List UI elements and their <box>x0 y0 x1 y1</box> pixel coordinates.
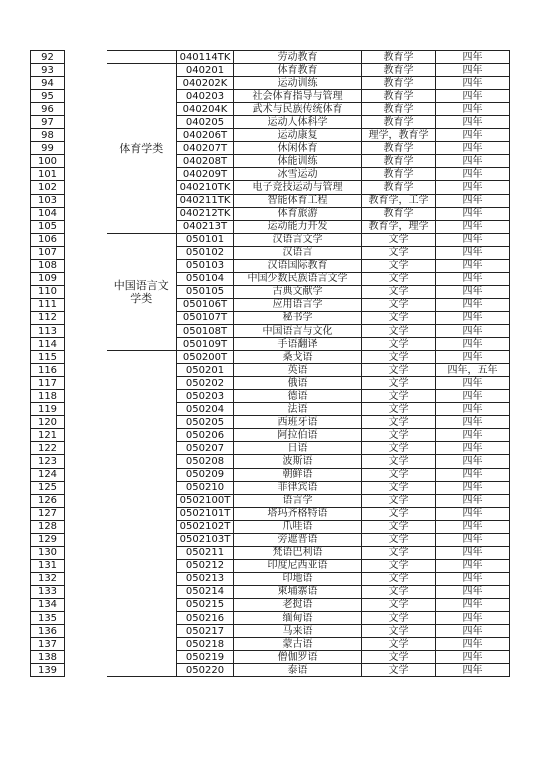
major-name: 菲律宾语 <box>234 481 362 494</box>
degree-discipline: 文学 <box>362 298 436 311</box>
major-name: 阿拉伯语 <box>234 429 362 442</box>
study-years: 四年 <box>436 377 510 390</box>
row-number: 108 <box>31 259 65 272</box>
study-years: 四年 <box>436 246 510 259</box>
degree-discipline: 教育学 <box>362 103 436 116</box>
study-years: 四年 <box>436 77 510 90</box>
major-code: 050204 <box>177 403 234 416</box>
degree-discipline: 教育学 <box>362 51 436 64</box>
degree-discipline: 文学 <box>362 559 436 572</box>
major-code: 050102 <box>177 246 234 259</box>
study-years: 四年 <box>436 194 510 207</box>
degree-discipline: 文学 <box>362 481 436 494</box>
degree-discipline: 文学 <box>362 338 436 351</box>
major-name: 体能训练 <box>234 155 362 168</box>
row-number: 110 <box>31 285 65 298</box>
major-code: 050202 <box>177 377 234 390</box>
degree-discipline: 文学 <box>362 416 436 429</box>
row-number: 121 <box>31 429 65 442</box>
degree-discipline: 文学 <box>362 572 436 585</box>
study-years: 四年 <box>436 507 510 520</box>
row-number: 127 <box>31 507 65 520</box>
degree-discipline: 文学 <box>362 442 436 455</box>
degree-discipline: 文学 <box>362 612 436 625</box>
row-number: 120 <box>31 416 65 429</box>
major-name: 桑戈语 <box>234 351 362 364</box>
table-body <box>31 51 510 677</box>
major-name: 德语 <box>234 390 362 403</box>
row-number: 102 <box>31 181 65 194</box>
major-code: 050108T <box>177 324 234 337</box>
category-cell: 中国语言文学类 <box>107 233 177 350</box>
table-row <box>31 51 510 64</box>
degree-discipline: 教育学，理学 <box>362 220 436 233</box>
major-code: 040213T <box>177 220 234 233</box>
major-code: 040211TK <box>177 194 234 207</box>
major-code: 050201 <box>177 364 234 377</box>
degree-discipline: 文学 <box>362 507 436 520</box>
blank-spacer <box>65 351 107 677</box>
degree-discipline: 文学 <box>362 377 436 390</box>
major-name: 语言学 <box>234 494 362 507</box>
major-name: 电子竞技运动与管理 <box>234 181 362 194</box>
study-years: 四年 <box>436 324 510 337</box>
major-name: 柬埔寨语 <box>234 585 362 598</box>
row-number: 135 <box>31 612 65 625</box>
study-years: 四年 <box>436 546 510 559</box>
table-row <box>31 351 510 364</box>
major-code: 0502103T <box>177 533 234 546</box>
category-cell: 体育学类 <box>107 64 177 234</box>
row-number: 113 <box>31 324 65 337</box>
major-code: 040209T <box>177 168 234 181</box>
major-name: 波斯语 <box>234 455 362 468</box>
major-code: 050101 <box>177 233 234 246</box>
major-code: 050214 <box>177 585 234 598</box>
degree-discipline: 文学 <box>362 324 436 337</box>
study-years: 四年 <box>436 90 510 103</box>
major-code: 050109T <box>177 338 234 351</box>
major-name: 马来语 <box>234 625 362 638</box>
degree-discipline: 教育学 <box>362 77 436 90</box>
degree-discipline: 文学 <box>362 494 436 507</box>
blank-spacer <box>65 64 107 234</box>
major-code: 050203 <box>177 390 234 403</box>
study-years: 四年 <box>436 429 510 442</box>
row-number: 137 <box>31 638 65 651</box>
row-number: 125 <box>31 481 65 494</box>
row-number: 114 <box>31 338 65 351</box>
major-code: 0502100T <box>177 494 234 507</box>
study-years: 四年 <box>436 103 510 116</box>
major-name: 俄语 <box>234 377 362 390</box>
blank-spacer <box>65 51 107 64</box>
degree-discipline: 文学 <box>362 233 436 246</box>
study-years: 四年 <box>436 311 510 324</box>
row-number: 134 <box>31 598 65 611</box>
major-name: 汉语言文学 <box>234 233 362 246</box>
table-row <box>31 233 510 246</box>
major-name: 法语 <box>234 403 362 416</box>
major-code: 040201 <box>177 64 234 77</box>
row-number: 126 <box>31 494 65 507</box>
degree-discipline: 文学 <box>362 259 436 272</box>
major-name: 古典文献学 <box>234 285 362 298</box>
major-name: 中国少数民族语言文学 <box>234 272 362 285</box>
major-code: 040206T <box>177 129 234 142</box>
study-years: 四年 <box>436 612 510 625</box>
major-name: 运动能力开发 <box>234 220 362 233</box>
major-name: 泰语 <box>234 664 362 677</box>
major-code: 040208T <box>177 155 234 168</box>
row-number: 115 <box>31 351 65 364</box>
study-years: 四年 <box>436 390 510 403</box>
degree-discipline: 文学 <box>362 403 436 416</box>
row-number: 112 <box>31 311 65 324</box>
row-number: 124 <box>31 468 65 481</box>
degree-discipline: 教育学 <box>362 181 436 194</box>
row-number: 119 <box>31 403 65 416</box>
study-years: 四年 <box>436 533 510 546</box>
study-years: 四年 <box>436 220 510 233</box>
study-years: 四年 <box>436 638 510 651</box>
major-name: 手语翻译 <box>234 338 362 351</box>
degree-discipline: 教育学 <box>362 207 436 220</box>
row-number: 136 <box>31 625 65 638</box>
study-years: 四年 <box>436 155 510 168</box>
major-code: 050107T <box>177 311 234 324</box>
study-years: 四年，五年 <box>436 364 510 377</box>
major-code: 050215 <box>177 598 234 611</box>
major-code: 050209 <box>177 468 234 481</box>
row-number: 123 <box>31 455 65 468</box>
study-years: 四年 <box>436 298 510 311</box>
major-name: 爪哇语 <box>234 520 362 533</box>
major-name: 僧伽罗语 <box>234 651 362 664</box>
major-name: 老挝语 <box>234 598 362 611</box>
major-code: 050211 <box>177 546 234 559</box>
major-code: 050217 <box>177 625 234 638</box>
study-years: 四年 <box>436 142 510 155</box>
study-years: 四年 <box>436 129 510 142</box>
major-table <box>30 50 510 677</box>
study-years: 四年 <box>436 116 510 129</box>
study-years: 四年 <box>436 168 510 181</box>
degree-discipline: 文学 <box>362 455 436 468</box>
major-code: 050104 <box>177 272 234 285</box>
major-code: 050205 <box>177 416 234 429</box>
major-name: 体育旅游 <box>234 207 362 220</box>
major-code: 040203 <box>177 90 234 103</box>
study-years: 四年 <box>436 403 510 416</box>
degree-discipline: 文学 <box>362 585 436 598</box>
major-code: 050213 <box>177 572 234 585</box>
major-name: 日语 <box>234 442 362 455</box>
row-number: 117 <box>31 377 65 390</box>
study-years: 四年 <box>436 585 510 598</box>
major-code: 0502102T <box>177 520 234 533</box>
major-code: 050206 <box>177 429 234 442</box>
study-years: 四年 <box>436 651 510 664</box>
major-name: 西班牙语 <box>234 416 362 429</box>
major-name: 英语 <box>234 364 362 377</box>
degree-discipline: 教育学 <box>362 155 436 168</box>
row-number: 95 <box>31 90 65 103</box>
degree-discipline: 教育学 <box>362 90 436 103</box>
row-number: 138 <box>31 651 65 664</box>
major-name: 秘书学 <box>234 311 362 324</box>
major-code: 0502101T <box>177 507 234 520</box>
degree-discipline: 文学 <box>362 625 436 638</box>
major-code: 050208 <box>177 455 234 468</box>
major-code: 040202K <box>177 77 234 90</box>
major-name: 旁遮普语 <box>234 533 362 546</box>
degree-discipline: 文学 <box>362 429 436 442</box>
major-name: 运动训练 <box>234 77 362 90</box>
major-name: 中国语言与文化 <box>234 324 362 337</box>
degree-discipline: 教育学 <box>362 64 436 77</box>
study-years: 四年 <box>436 51 510 64</box>
major-code: 040204K <box>177 103 234 116</box>
row-number: 130 <box>31 546 65 559</box>
degree-discipline: 文学 <box>362 246 436 259</box>
study-years: 四年 <box>436 207 510 220</box>
study-years: 四年 <box>436 468 510 481</box>
study-years: 四年 <box>436 181 510 194</box>
degree-discipline: 理学，教育学 <box>362 129 436 142</box>
row-number: 106 <box>31 233 65 246</box>
major-name: 汉语言 <box>234 246 362 259</box>
degree-discipline: 教育学 <box>362 116 436 129</box>
study-years: 四年 <box>436 259 510 272</box>
degree-discipline: 文学 <box>362 664 436 677</box>
major-code: 050216 <box>177 612 234 625</box>
document-page <box>30 50 509 677</box>
row-number: 131 <box>31 559 65 572</box>
degree-discipline: 文学 <box>362 351 436 364</box>
study-years: 四年 <box>436 351 510 364</box>
major-name: 冰雪运动 <box>234 168 362 181</box>
study-years: 四年 <box>436 285 510 298</box>
degree-discipline: 文学 <box>362 520 436 533</box>
major-name: 休闲体育 <box>234 142 362 155</box>
row-number: 132 <box>31 572 65 585</box>
major-name: 汉语国际教育 <box>234 259 362 272</box>
row-number: 139 <box>31 664 65 677</box>
row-number: 116 <box>31 364 65 377</box>
major-name: 应用语言学 <box>234 298 362 311</box>
major-code: 050200T <box>177 351 234 364</box>
category-cell <box>107 351 177 677</box>
row-number: 94 <box>31 77 65 90</box>
row-number: 100 <box>31 155 65 168</box>
major-code: 050106T <box>177 298 234 311</box>
study-years: 四年 <box>436 559 510 572</box>
study-years: 四年 <box>436 272 510 285</box>
major-name: 印地语 <box>234 572 362 585</box>
study-years: 四年 <box>436 481 510 494</box>
study-years: 四年 <box>436 64 510 77</box>
degree-discipline: 教育学 <box>362 168 436 181</box>
row-number: 101 <box>31 168 65 181</box>
row-number: 98 <box>31 129 65 142</box>
major-name: 蒙古语 <box>234 638 362 651</box>
major-code: 050105 <box>177 285 234 298</box>
study-years: 四年 <box>436 455 510 468</box>
degree-discipline: 文学 <box>362 285 436 298</box>
degree-discipline: 文学 <box>362 390 436 403</box>
degree-discipline: 文学 <box>362 598 436 611</box>
major-code: 040205 <box>177 116 234 129</box>
category-cell <box>107 51 177 64</box>
degree-discipline: 文学 <box>362 651 436 664</box>
degree-discipline: 教育学，工学 <box>362 194 436 207</box>
study-years: 四年 <box>436 416 510 429</box>
major-code: 050210 <box>177 481 234 494</box>
study-years: 四年 <box>436 572 510 585</box>
major-name: 智能体育工程 <box>234 194 362 207</box>
row-number: 103 <box>31 194 65 207</box>
major-name: 印度尼西亚语 <box>234 559 362 572</box>
row-number: 97 <box>31 116 65 129</box>
major-name: 劳动教育 <box>234 51 362 64</box>
study-years: 四年 <box>436 664 510 677</box>
row-number: 104 <box>31 207 65 220</box>
major-name: 运动人体科学 <box>234 116 362 129</box>
degree-discipline: 文学 <box>362 533 436 546</box>
row-number: 122 <box>31 442 65 455</box>
row-number: 107 <box>31 246 65 259</box>
study-years: 四年 <box>436 625 510 638</box>
study-years: 四年 <box>436 520 510 533</box>
major-name: 梵语巴利语 <box>234 546 362 559</box>
row-number: 118 <box>31 390 65 403</box>
row-number: 96 <box>31 103 65 116</box>
major-code: 050219 <box>177 651 234 664</box>
row-number: 111 <box>31 298 65 311</box>
blank-spacer <box>65 233 107 350</box>
study-years: 四年 <box>436 598 510 611</box>
study-years: 四年 <box>436 494 510 507</box>
major-name: 武术与民族传统体育 <box>234 103 362 116</box>
row-number: 92 <box>31 51 65 64</box>
major-code: 050218 <box>177 638 234 651</box>
major-code: 050207 <box>177 442 234 455</box>
degree-discipline: 文学 <box>362 638 436 651</box>
row-number: 129 <box>31 533 65 546</box>
major-name: 社会体育指导与管理 <box>234 90 362 103</box>
major-code: 040212TK <box>177 207 234 220</box>
row-number: 133 <box>31 585 65 598</box>
degree-discipline: 文学 <box>362 546 436 559</box>
degree-discipline: 文学 <box>362 272 436 285</box>
major-name: 塔玛齐格特语 <box>234 507 362 520</box>
major-code: 040207T <box>177 142 234 155</box>
row-number: 93 <box>31 64 65 77</box>
study-years: 四年 <box>436 442 510 455</box>
row-number: 109 <box>31 272 65 285</box>
table-row <box>31 64 510 77</box>
major-name: 体育教育 <box>234 64 362 77</box>
major-code: 050220 <box>177 664 234 677</box>
row-number: 128 <box>31 520 65 533</box>
row-number: 99 <box>31 142 65 155</box>
study-years: 四年 <box>436 338 510 351</box>
major-name: 运动康复 <box>234 129 362 142</box>
study-years: 四年 <box>436 233 510 246</box>
major-code: 050212 <box>177 559 234 572</box>
major-code: 050103 <box>177 259 234 272</box>
degree-discipline: 文学 <box>362 468 436 481</box>
degree-discipline: 教育学 <box>362 142 436 155</box>
degree-discipline: 文学 <box>362 364 436 377</box>
major-code: 040210TK <box>177 181 234 194</box>
major-name: 缅甸语 <box>234 612 362 625</box>
degree-discipline: 文学 <box>362 311 436 324</box>
major-code: 040114TK <box>177 51 234 64</box>
row-number: 105 <box>31 220 65 233</box>
major-name: 朝鲜语 <box>234 468 362 481</box>
